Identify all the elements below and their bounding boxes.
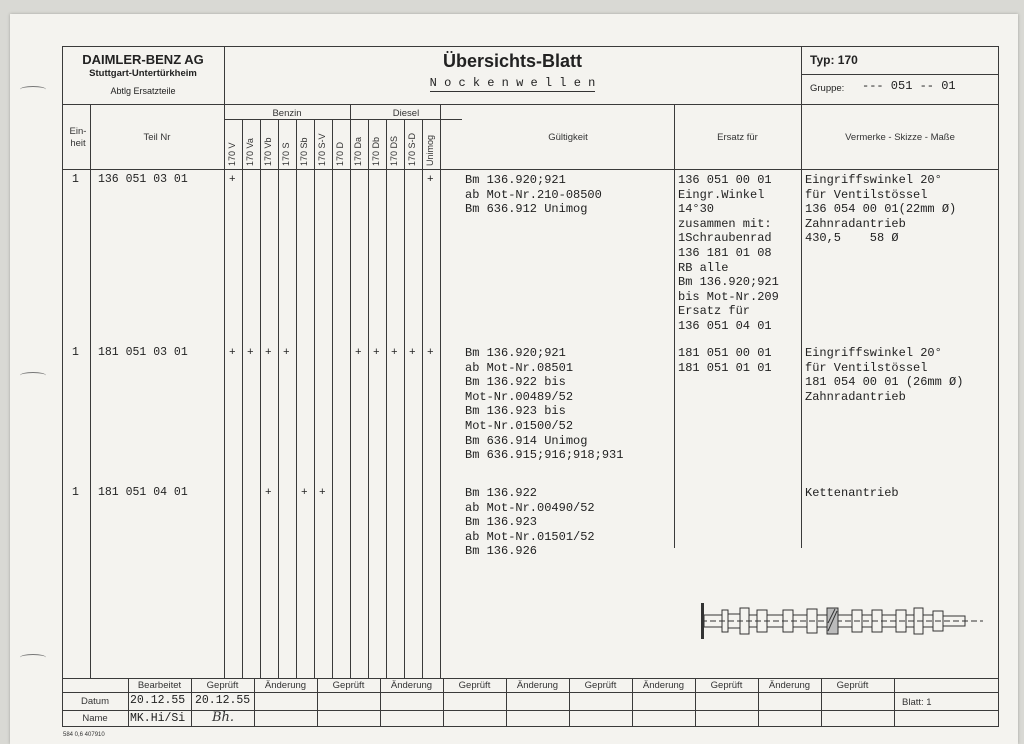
col-teil-nr: Teil Nr (143, 132, 171, 143)
model-col-unimog: Unimog (425, 134, 435, 166)
model-col-170-s: 170 S (281, 142, 291, 166)
subtitle-text: N o c k e n w e l l e n (429, 76, 596, 90)
grid-line (350, 104, 351, 678)
model-col-170-s-v: 170 S-V (317, 133, 327, 166)
footer-col-label: Änderung (642, 680, 685, 691)
row-vermerke: Eingriffswinkel 20° für Ventilstössel 136 054 00 01(22mm Ø) Zahnradantrieb 430,5 58 Ø (805, 173, 957, 246)
grid-line (242, 119, 243, 678)
datum-bearbeitet: 20.12.55 (130, 694, 186, 707)
model-col-170-v: 170 V (227, 142, 237, 166)
punch-hole-mark (20, 372, 46, 379)
grid-line (758, 678, 759, 727)
row-einheit: 1 (72, 346, 79, 359)
grid-line (254, 678, 255, 727)
applicability-mark: + (229, 347, 236, 359)
footer-col-label: Änderung (516, 680, 559, 691)
col-einheit: Ein- heit (69, 126, 87, 149)
model-col-170-vb: 170 Vb (263, 137, 273, 166)
grid-line (332, 119, 333, 678)
footer-col-label: Änderung (390, 680, 433, 691)
type-label: Typ: 170 (810, 53, 858, 67)
footer-col-label: Änderung (264, 680, 307, 691)
punch-hole-mark (20, 654, 46, 661)
grid-line (422, 119, 423, 678)
company-location: Stuttgart-Untertürkheim (89, 68, 197, 79)
grid-line (821, 678, 822, 727)
applicability-mark: + (373, 347, 380, 359)
row-teil-nr: 136 051 03 01 (98, 173, 188, 186)
col-diesel-group: Diesel (392, 108, 420, 119)
page-title: Übersichts-Blatt (442, 51, 583, 71)
footer-name-label: Name (82, 713, 108, 724)
applicability-mark: + (319, 487, 326, 499)
grid-line (368, 119, 369, 678)
footer-col-label: Geprüft (584, 680, 617, 691)
grid-line (317, 678, 318, 727)
footer-col-label: Geprüft (458, 680, 491, 691)
applicability-mark: + (247, 347, 254, 359)
footer-col-label: Bearbeitet (137, 680, 182, 691)
applicability-mark: + (427, 347, 434, 359)
model-col-170-da: 170 Da (353, 136, 363, 166)
row-ersatz: 181 051 00 01 181 051 01 01 (678, 346, 772, 375)
applicability-mark: + (427, 174, 434, 186)
grid-line (443, 678, 444, 727)
model-col-170-s-d: 170 S-D (407, 132, 417, 166)
page-subtitle (224, 76, 801, 90)
footer-col-label: Änderung (768, 680, 811, 691)
applicability-mark: + (229, 174, 236, 186)
row-ersatz: 136 051 00 01 Eingr.Winkel 14°30 zusammen mit: 1Schraubenrad 136 181 01 08 RB alle Bm 136.920;921 bis Mot-Nr.209 Ersatz für 136 051 04 01 (678, 173, 779, 333)
row-gueltigkeit: Bm 136.920;921 ab Mot-Nr.210-08500 Bm 636.912 Unimog (465, 173, 602, 217)
grid-line (296, 119, 297, 678)
footer-datum-label: Datum (81, 696, 109, 707)
footer-col-label: Geprüft (206, 680, 239, 691)
footer-col-label: Geprüft (836, 680, 869, 691)
col-ersatz: Ersatz für (717, 132, 758, 143)
applicability-mark: + (355, 347, 362, 359)
applicability-mark: + (283, 347, 290, 359)
grid-line (440, 104, 441, 678)
group-label: Gruppe: (810, 83, 845, 94)
signature: Bh. (212, 710, 235, 725)
grid-line (386, 119, 387, 678)
grid-line (695, 678, 696, 727)
row-teil-nr: 181 051 03 01 (98, 346, 188, 359)
form-number: 584 0,6 407910 (63, 732, 105, 738)
blatt-number: Blatt: 1 (902, 697, 932, 708)
department: Abtlg Ersatzteile (110, 86, 176, 96)
model-col-170-d: 170 D (335, 141, 345, 166)
row-teil-nr: 181 051 04 01 (98, 486, 188, 499)
row-gueltigkeit: Bm 136.922 ab Mot-Nr.00490/52 Bm 136.923 ab Mot-Nr.01501/52 Bm 136.926 (465, 486, 595, 559)
applicability-mark: + (409, 347, 416, 359)
footer-col-label: Geprüft (710, 680, 743, 691)
row-einheit: 1 (72, 486, 79, 499)
row-gueltigkeit: Bm 136.920;921 ab Mot-Nr.08501 Bm 136.922 bis Mot-Nr.00489/52 Bm 136.923 bis Mot-Nr.01500/52 Bm 636.914 Unimog Bm 636.915;916;918;931 (465, 346, 624, 463)
name-bearbeitet: MK.Hi/Si (130, 712, 186, 725)
row-einheit: 1 (72, 173, 79, 186)
grid-line (569, 678, 570, 727)
model-col-170-va: 170 Va (245, 138, 255, 166)
grid-line (260, 119, 261, 678)
applicability-mark: + (391, 347, 398, 359)
grid-line (632, 678, 633, 727)
camshaft-sketch (697, 601, 987, 641)
model-col-170-sb: 170 Sb (299, 137, 309, 166)
model-col-170-db: 170 Db (371, 136, 381, 166)
applicability-mark: + (301, 487, 308, 499)
group-value: --- 051 -- 01 (862, 79, 956, 93)
grid-line (191, 678, 192, 727)
company-name: DAIMLER-BENZ AG (82, 52, 204, 67)
punch-hole-mark (20, 86, 46, 93)
row-vermerke: Eingriffswinkel 20° für Ventilstössel 181 054 00 01 (26mm Ø) Zahnradantrieb (805, 346, 964, 404)
model-col-170-ds: 170 DS (389, 135, 399, 166)
col-gueltigkeit: Gültigkeit (548, 132, 588, 143)
col-vermerke: Vermerke - Skizze - Maße (845, 132, 955, 143)
applicability-mark: + (265, 487, 272, 499)
col-benzin-group: Benzin (272, 108, 302, 119)
grid-line (278, 119, 279, 678)
footer-col-label: Geprüft (332, 680, 365, 691)
overview-form (62, 46, 999, 727)
grid-line (224, 104, 225, 678)
datum-geprueft: 20.12.55 (195, 694, 251, 707)
row-vermerke: Kettenantrieb (805, 486, 899, 500)
grid-line (314, 119, 315, 678)
applicability-mark: + (265, 347, 272, 359)
grid-line (506, 678, 507, 727)
grid-line (380, 678, 381, 727)
grid-line (404, 119, 405, 678)
